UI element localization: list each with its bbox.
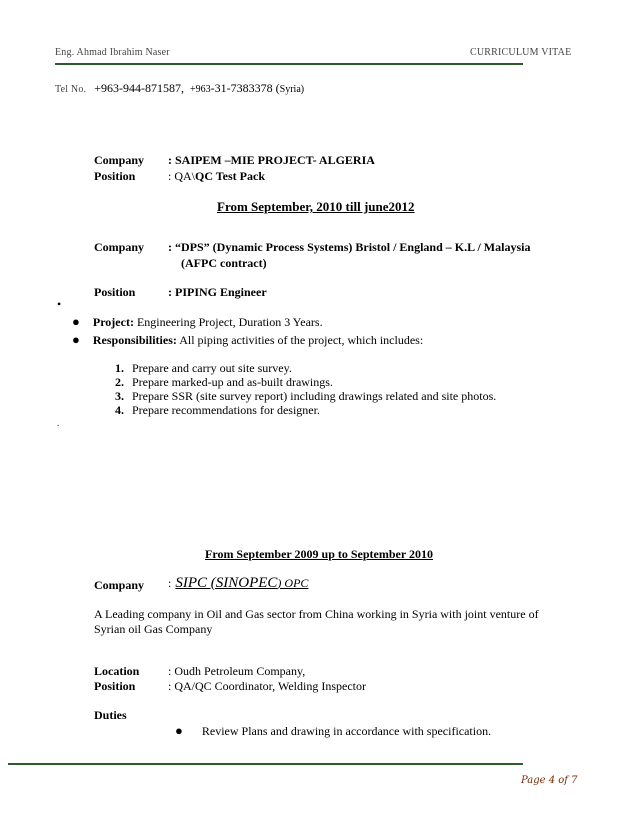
job3-location-label: Location	[94, 664, 140, 678]
tel-alt-prefix: +963	[190, 84, 211, 95]
job2-company-value-line2: (AFPC contract)	[181, 256, 267, 270]
bullet-text: Engineering Project, Duration 3 Years.	[133, 315, 323, 329]
job3-position-value: : QA/QC Coordinator, Welding Inspector	[168, 679, 366, 693]
job1-period: From September, 2010 till june2012	[217, 199, 415, 214]
task-item	[115, 403, 496, 417]
bullet-text: All piping activities of the project, which includes:	[176, 333, 424, 347]
stray-period: .	[57, 418, 60, 428]
bullet-label: Project:	[92, 315, 134, 329]
bullet-icon: ●	[72, 314, 80, 329]
tel-country: Syria)	[279, 84, 305, 95]
job2-bullet-responsibilities	[72, 332, 423, 348]
job3-company-label: Company	[94, 578, 145, 592]
job1-position-prefix: : QA\	[168, 169, 195, 183]
task-number: 4.	[115, 403, 124, 417]
task-item	[115, 375, 496, 389]
task-number: 1.	[115, 361, 124, 375]
job3-company-name: SIPC (SINOPEC	[175, 575, 278, 591]
job3-company-colon: :	[168, 576, 172, 590]
job2-company-label: Company	[94, 240, 145, 254]
task-text: Prepare recommendations for designer.	[132, 403, 320, 417]
job3-description-line1: A Leading company in Oil and Gas sector from China working in Syria with joint venture of	[94, 607, 539, 621]
tel-primary: +963-944-871587,	[94, 81, 185, 95]
header-rule	[55, 63, 523, 65]
task-number: 2.	[115, 375, 124, 389]
job2-position-label: Position	[94, 285, 136, 299]
task-text: Prepare SSR (site survey report) including drawings related and site photos.	[132, 389, 497, 403]
task-item	[115, 389, 496, 403]
header-telephone	[55, 79, 304, 97]
job1-company-label: Company	[94, 153, 145, 167]
bullet-label: Responsibilities:	[92, 333, 177, 347]
job2-position-value: : PIPING Engineer	[168, 285, 267, 299]
job2-company-value: : “DPS” (Dynamic Process Systems) Bristol / England – K.L / Malaysia	[168, 240, 531, 254]
job3-description-line2: Syrian oil Gas Company	[94, 622, 213, 636]
bullet-icon: ●	[72, 332, 80, 347]
bullet-icon: ●	[175, 723, 183, 738]
job3-location-value: : Oudh Petroleum Company,	[168, 664, 306, 678]
header-cv-label: CURRICULUM VITAE	[470, 47, 572, 58]
tel-alt-number: -31-7383378 (	[210, 81, 280, 95]
job3-duty-item	[175, 723, 491, 739]
job3-company-value	[168, 574, 308, 592]
job3-period: From September 2009 up to September 2010	[205, 547, 433, 561]
header-name: Eng. Ahmad Ibrahim Naser	[55, 47, 170, 58]
job2-task-list	[115, 361, 496, 417]
job3-company-suffix: ) OPC	[277, 576, 309, 590]
stray-dot: •	[57, 297, 62, 311]
job1-position-label: Position	[94, 169, 136, 183]
task-text: Prepare and carry out site survey.	[132, 361, 292, 375]
task-item	[115, 361, 496, 375]
tel-label: Tel No.	[55, 84, 87, 95]
job1-position-value	[168, 169, 265, 184]
job2-bullet-project	[72, 314, 323, 330]
job3-duties-label: Duties	[94, 708, 127, 722]
footer-rule	[8, 763, 523, 765]
task-number: 3.	[115, 389, 124, 403]
task-text: Prepare marked-up and as-built drawings.	[132, 375, 333, 389]
job1-company-value: : SAIPEM –MIE PROJECT- ALGERIA	[168, 153, 375, 167]
page-number: Page 4 of 7	[521, 775, 578, 786]
job3-position-label: Position	[94, 679, 136, 693]
job1-position-text: QC Test Pack	[195, 169, 266, 183]
duty-text: Review Plans and drawing in accordance with specification.	[201, 724, 492, 738]
